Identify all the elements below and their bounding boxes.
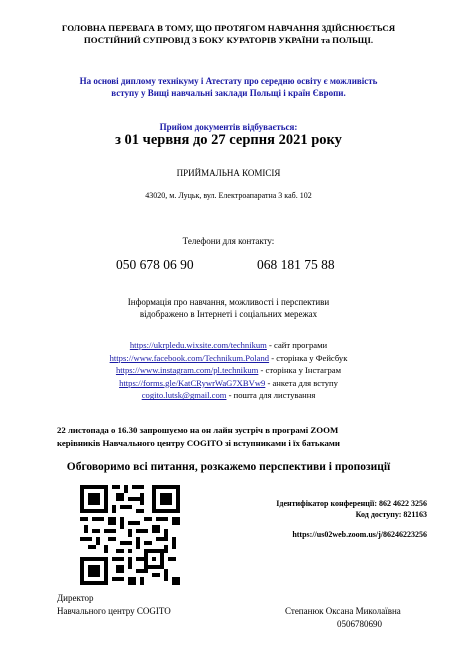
phones-label: Телефони для контакту:: [182, 236, 275, 246]
discuss-text: Обговоримо всі питання, розкажемо перспективи і пропозиції: [66, 461, 391, 473]
headline-line-2: ПОСТІЙНИЙ СУПРОВІД З БОКУ КУРАТОРІВ УКРАЇНИ та ПОЛЬЩІ.: [83, 35, 374, 45]
phone-2[interactable]: 068 181 75 88: [257, 257, 335, 272]
site-link-desc: - сайт програми: [266, 340, 328, 350]
footer-org: Навчального центру COGITO: [57, 605, 171, 616]
conference-details: [276, 498, 427, 520]
instagram-link-desc: - сторінка у Інстаграм: [258, 365, 342, 376]
footer-signatory: [57, 592, 171, 617]
site-link[interactable]: https://ukrpledu.wixsite.com/technikum: [129, 340, 267, 350]
info-line-2: відображено в Інтернеті і соціальних мережах: [139, 309, 318, 319]
link-row-form: [0, 377, 457, 390]
instagram-link[interactable]: https://www.instagram.com/pl.technikum: [115, 365, 259, 376]
basis-line-1: На основі диплому технікуму і Атестату про середню освіту є можливість: [79, 76, 378, 86]
meeting-text: [57, 424, 340, 449]
commission-address: 43020, м. Луцьк, вул. Електроапаратна 3 каб. 102: [145, 191, 312, 200]
facebook-link-desc: - сторінка у Фейсбук: [269, 352, 348, 363]
form-link[interactable]: https://forms.gle/KatCRywrWaG7XBVw9: [119, 377, 266, 388]
link-row-facebook: [0, 352, 457, 365]
link-row-email: [0, 389, 457, 402]
link-row-instagram: [0, 364, 457, 377]
conference-code: Код доступу: 821163: [355, 510, 427, 519]
meeting-line-2: керівників Навчального центру COGITO зі вступниками і їх батьками: [57, 437, 340, 448]
admission-label: Прийом документів відбувається:: [159, 122, 298, 132]
link-row-site: [0, 339, 457, 352]
admission-dates: з 01 червня до 27 серпня 2021 року: [115, 132, 342, 148]
conference-url[interactable]: https://us02web.zoom.us/j/86246223256: [292, 530, 427, 539]
headline: [0, 22, 457, 46]
email-link[interactable]: cogito.lutsk@gmail.com: [141, 390, 227, 401]
footer-role: Директор: [57, 593, 94, 603]
footer-phone[interactable]: 0506780690: [337, 618, 382, 629]
commission-title: ПРИЙМАЛЬНА КОМІСІЯ: [176, 168, 281, 178]
facebook-link[interactable]: https://www.facebook.com/Technikum.Poland: [109, 352, 270, 363]
conference-id: Ідентифікатор конференції: 862 4622 3256: [276, 499, 427, 508]
info-text: [0, 296, 457, 320]
form-link-desc: - анкета для вступу: [265, 377, 338, 388]
footer-name: Степанюк Оксана Миколаївна: [285, 606, 401, 616]
headline-line-1: ГОЛОВНА ПЕРЕВАГА В ТОМУ, ЩО ПРОТЯГОМ НАВЧАННЯ ЗДІЙСНЮЄТЬСЯ: [61, 23, 396, 33]
basis-line-2: вступу у Вищі навчальні заклади Польщі і країн Європи.: [111, 88, 346, 98]
link-list: [0, 339, 457, 402]
phone-1[interactable]: 050 678 06 90: [116, 257, 194, 272]
email-link-desc: - пошта для листування: [226, 390, 316, 401]
meeting-line-1: 22 листопада о 16.30 запрошуємо на он лайн зустріч в програмі ZOOM: [57, 425, 339, 435]
zoom-qr-code[interactable]: [80, 485, 180, 585]
basis-text: [10, 75, 447, 99]
footer-person: [285, 605, 401, 630]
info-line-1: Інформація про навчання, можливості і перспективи: [127, 297, 330, 307]
